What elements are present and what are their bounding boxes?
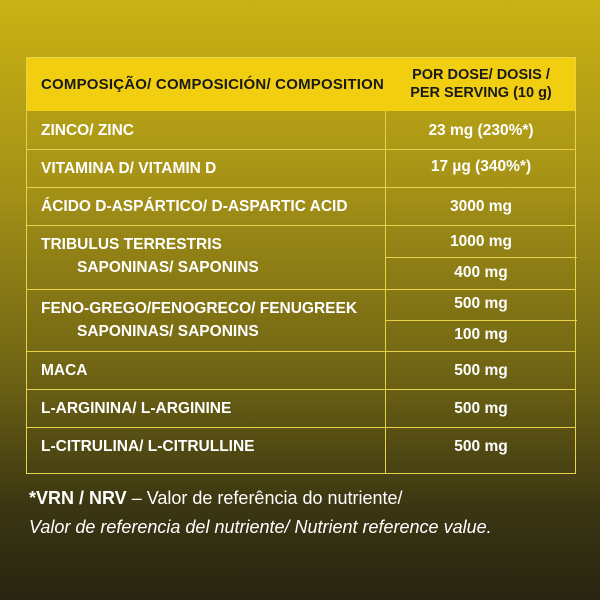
ingredient-value: 3000 mg [449,198,513,215]
row-divider [27,427,575,428]
composition-header: COMPOSIÇÃO/ COMPOSICIÓN/ COMPOSITION [41,76,385,93]
ingredient-name: FENO-GREGO/FENOGRECO/ FENUGREEK [41,300,358,317]
ingredient-name: L-ARGININA/ L-ARGININE [41,400,232,417]
ingredient-value: 400 mg [454,264,508,281]
table-header [27,58,575,111]
ingredient-value: 17 µg (340%*) [430,158,532,175]
ingredient-subname: SAPONINAS/ SAPONINS [77,259,259,276]
per-serving-header [385,66,577,102]
ingredient-value: 500 mg [454,438,508,455]
row-divider [27,289,575,290]
ingredient-value: 500 mg [454,295,508,312]
ingredient-value: 500 mg [454,362,508,379]
footnote-line1-text: – Valor de referência do nutriente/ [126,488,403,508]
ingredient-name: VITAMINA D/ VITAMIN D [41,160,217,177]
footnote-abbreviation: *VRN / NRV [29,488,127,508]
ingredient-name: TRIBULUS TERRESTRIS [41,236,222,253]
ingredient-value: 23 mg (230%*) [428,122,534,139]
footnote-line1 [29,488,403,509]
row-divider [27,225,575,226]
ingredient-value: 1000 mg [449,233,513,250]
ingredient-name: ZINCO/ ZINC [41,122,134,139]
per-serving-header-line1: POR DOSE/ DOSIS / [412,67,550,83]
row-divider [27,187,575,188]
per-serving-header-line2: PER SERVING (10 g) [410,85,552,101]
row-divider [385,320,577,321]
ingredient-name: MACA [41,362,88,379]
ingredient-value: 500 mg [454,400,508,417]
row-divider [27,389,575,390]
footnote-line2: Valor de referencia del nutriente/ Nutrient reference value. [29,517,492,537]
ingredient-name: L-CITRULINA/ L-CITRULLINE [41,438,255,455]
ingredient-name: ÁCIDO D-ASPÁRTICO/ D-ASPARTIC ACID [41,198,348,215]
row-divider [385,257,577,258]
row-divider [27,351,575,352]
ingredient-subname: SAPONINAS/ SAPONINS [77,323,259,340]
row-divider [27,149,575,150]
nutrition-table [26,57,576,474]
ingredient-value: 100 mg [454,326,508,343]
